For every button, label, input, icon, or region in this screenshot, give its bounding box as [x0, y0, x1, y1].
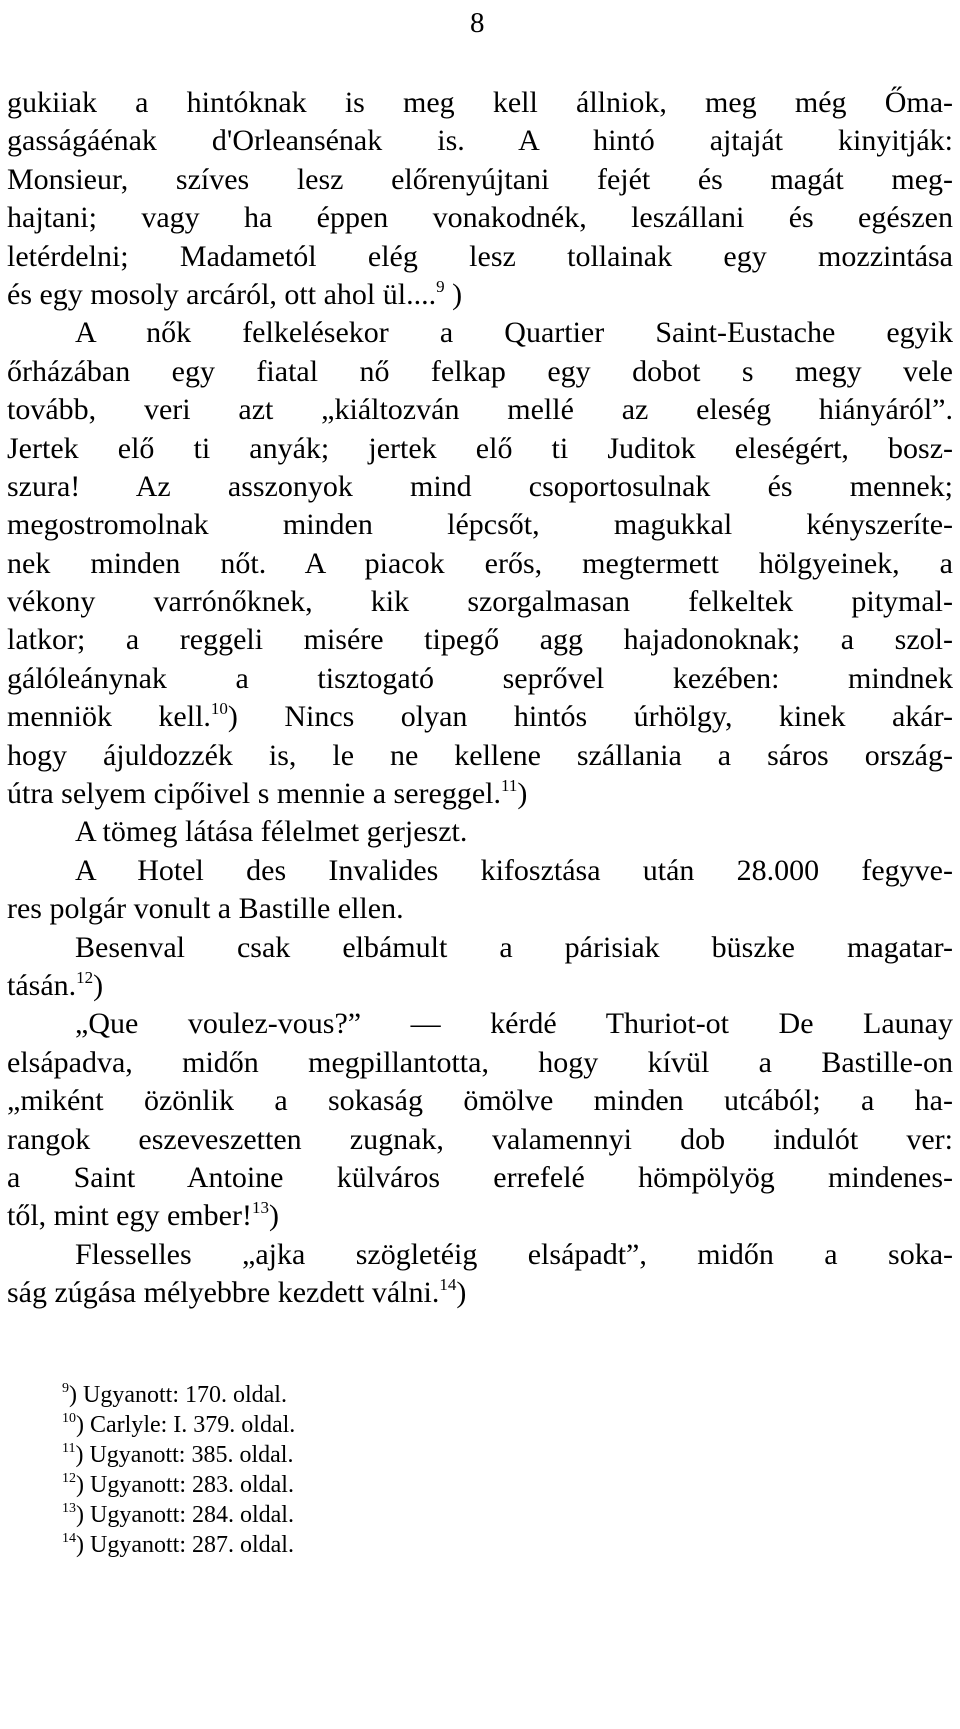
line-text: a Saint Antoine külváros errefelé hömpölyög mindenes-: [7, 1160, 953, 1194]
line-text: tásán.: [7, 968, 77, 1002]
text-line: [7, 1159, 953, 1197]
line-text: és egy mosoly arcáról, ott ahol ül....: [7, 277, 437, 311]
line-text: őrházában egy fiatal nő felkap egy dobot s megy vele: [7, 354, 953, 388]
footnote-number: 12: [62, 1471, 76, 1486]
line-text: útra selyem cipőivel s mennie a sereggel.: [7, 777, 501, 811]
line-text: megostromolnak minden lépcsőt, magukkal kényszeríte-: [7, 508, 953, 542]
text-line: [7, 84, 953, 122]
line-text: nek minden nőt. A piacok erős, megtermett hölgyeinek, a: [7, 546, 953, 580]
footnotes: [62, 1380, 295, 1560]
footnote-text: ) Carlyle: I. 379. oldal.: [76, 1412, 296, 1438]
footnote-text: ) Ugyanott: 385. oldal.: [75, 1442, 294, 1468]
line-text: A nők felkelésekor a Quartier Saint-Eustache egyik: [75, 316, 953, 350]
footnote: [62, 1440, 295, 1470]
line-text: ság zúgása mélyebbre kezdett válni.: [7, 1276, 440, 1310]
footnote-text: ) Ugyanott: 283. oldal.: [76, 1472, 294, 1498]
text-line: [7, 1274, 953, 1312]
text-line: [7, 929, 953, 967]
footnote-marker: 13: [251, 1198, 269, 1218]
footnote: [62, 1500, 295, 1530]
footnote-marker: 14: [439, 1275, 457, 1295]
line-text: hogy ájuldozzék is, le ne kellene szállania a sáros ország-: [7, 738, 953, 772]
text-line: [7, 391, 953, 429]
text-line: [7, 775, 953, 813]
footnote-text: ) Ugyanott: 287. oldal.: [76, 1532, 294, 1558]
text-line: [7, 1197, 953, 1235]
text-line: [7, 813, 953, 851]
line-text: szura! Az asszonyok mind csoportosulnak és mennek;: [7, 469, 953, 503]
text-line: [7, 698, 953, 736]
footnote: [62, 1530, 295, 1560]
text-line: [7, 468, 953, 506]
line-text: rangok eszeveszetten zugnak, valamennyi dob indulót ver:: [7, 1122, 953, 1156]
text-line: [7, 199, 953, 237]
text-line: [7, 430, 953, 468]
line-text: A tömeg látása félelmet gerjeszt.: [75, 815, 468, 849]
text-line: [7, 238, 953, 276]
text-line: [7, 122, 953, 160]
footnote-number: 9: [62, 1381, 69, 1396]
footnote-marker: 9: [436, 276, 445, 296]
footnote-text: ) Ugyanott: 170. oldal.: [69, 1382, 287, 1408]
footnote-number: 14: [62, 1531, 76, 1546]
text-line: [7, 1236, 953, 1274]
line-text: gasságáénak d'Orleansénak is. A hintó ajtaját kinyitják:: [7, 124, 953, 158]
footnote-marker: 11: [501, 776, 518, 796]
text-line: [7, 276, 953, 314]
line-text: hajtani; vagy ha éppen vonakodnék, leszállani és egészen: [7, 201, 953, 235]
line-text-after: ): [444, 277, 463, 311]
footnote-number: 13: [62, 1501, 76, 1516]
text-line: [7, 1121, 953, 1159]
line-text: menniök kell.: [7, 700, 211, 734]
line-text: Monsieur, szíves lesz előrenyújtani fejét és magát meg-: [7, 162, 953, 196]
text-line: [7, 353, 953, 391]
text-line: [7, 890, 953, 928]
text-line: [7, 314, 953, 352]
footnote-number: 11: [62, 1441, 76, 1456]
footnote: [62, 1380, 295, 1410]
line-text-after: ) Nincs olyan hintós úrhölgy, kinek akár-: [227, 700, 953, 734]
line-text: tovább, veri azt „kiáltozván mellé az eleség hiányáról”.: [7, 393, 953, 427]
text-line: [7, 1082, 953, 1120]
line-text: letérdelni; Madametól elég lesz tollainak egy mozzintása: [7, 239, 953, 273]
line-text: vékony varrónőknek, kik szorgalmasan felkeltek pitymal-: [7, 585, 953, 619]
text-line: [7, 161, 953, 199]
line-text-after: ): [93, 968, 104, 1002]
line-text: gálóleánynak a tisztogató seprővel kezében: mindnek: [7, 661, 953, 695]
text-line: [7, 967, 953, 1005]
line-text-after: ): [517, 777, 528, 811]
line-text: gukiiak a hintóknak is meg kell állniok, meg még Őma-: [7, 86, 953, 119]
line-text: res polgár vonult a Bastille ellen.: [7, 892, 404, 926]
footnote-text: ) Ugyanott: 284. oldal.: [76, 1502, 294, 1528]
text-line: [7, 621, 953, 659]
footnote: [62, 1470, 295, 1500]
line-text-after: ): [268, 1199, 279, 1233]
text-line: [7, 1044, 953, 1082]
text-line: [7, 852, 953, 890]
line-text: Besenval csak elbámult a párisiak büszke magatar-: [75, 930, 953, 964]
line-text: „miként özönlik a sokaság ömölve minden utcából; a ha-: [7, 1084, 953, 1118]
text-line: [7, 583, 953, 621]
footnote: [62, 1410, 295, 1440]
line-text: A Hotel des Invalides kifosztása után 28.000 fegyve-: [75, 853, 953, 887]
text-line: [7, 737, 953, 775]
text-line: [7, 1005, 953, 1043]
text-line: [7, 545, 953, 583]
footnote-marker: 12: [76, 967, 94, 987]
line-text: től, mint egy ember!: [7, 1199, 252, 1233]
line-text-after: ): [456, 1276, 467, 1310]
line-text: latkor; a reggeli misére tipegő agg hajadonoknak; a szol-: [7, 623, 953, 657]
footnote-number: 10: [62, 1411, 76, 1426]
line-text: „Que voulez-vous?” — kérdé Thuriot-ot De Launay: [75, 1007, 953, 1041]
line-text: elsápadva, midőn megpillantotta, hogy kívül a Bastille-on: [7, 1045, 953, 1079]
line-text: Jertek elő ti anyák; jertek elő ti Juditok eleségért, bosz-: [7, 431, 953, 465]
page-number: 8: [470, 7, 485, 39]
text-line: [7, 506, 953, 544]
body-text: [7, 84, 953, 1313]
line-text: Flesselles „ajka szögletéig elsápadt”, midőn a soka-: [75, 1237, 953, 1271]
text-line: [7, 660, 953, 698]
footnote-marker: 10: [210, 699, 228, 719]
